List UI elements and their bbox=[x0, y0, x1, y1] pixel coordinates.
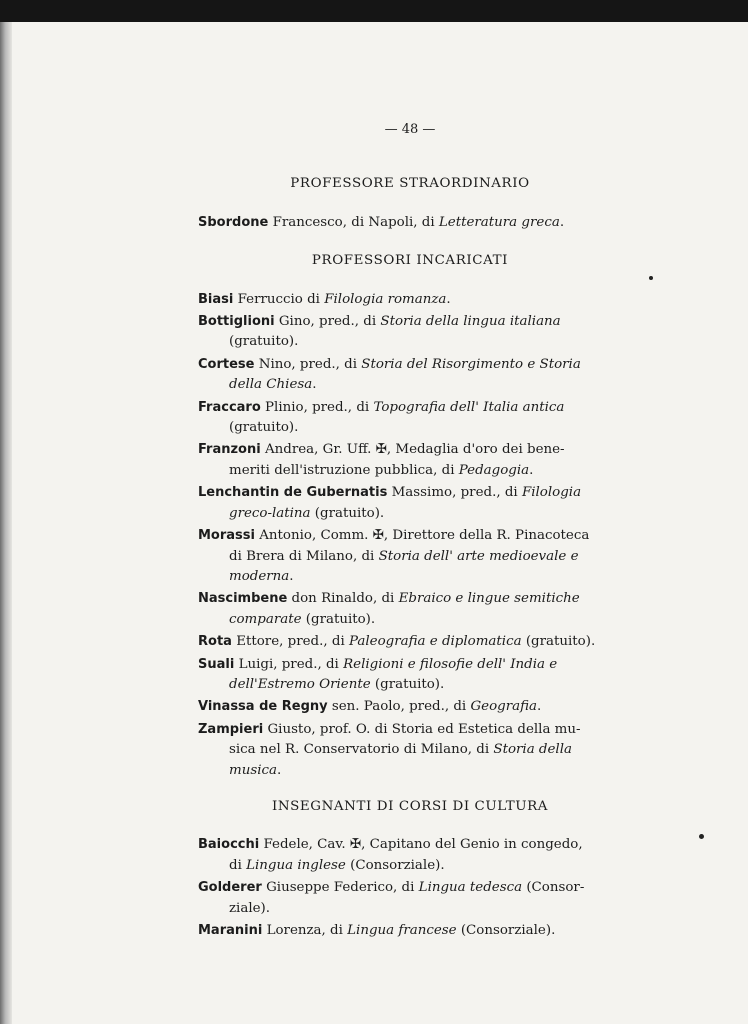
entry-tail: . bbox=[537, 699, 542, 715]
entry-subject: Storia della lingua italiana bbox=[380, 314, 561, 330]
entry-name: Zampieri bbox=[198, 721, 264, 737]
entry-cont2-subject: moderna bbox=[229, 568, 290, 584]
entry-name: Nascimbene bbox=[198, 591, 288, 607]
entry-text: Giusto, prof. O. di Storia ed Estetica della mu- bbox=[263, 721, 581, 737]
entry-cont: meriti dell'istruzione pubblica, di bbox=[229, 462, 459, 478]
entry-subject: Storia del Risorgimento e Storia bbox=[361, 356, 581, 372]
entry-tail: (Consor- bbox=[522, 880, 585, 896]
entry-text: Andrea, Gr. Uff. ✠, Medaglia d'oro dei bene- bbox=[260, 442, 565, 458]
entry-name: Baiocchi bbox=[198, 837, 260, 853]
entry-text: Nino, pred., di bbox=[254, 356, 362, 372]
entry-golderer bbox=[198, 878, 622, 919]
entry-lenchantin bbox=[198, 483, 622, 524]
entry-subject: Topografia dell' Italia antica bbox=[373, 399, 565, 415]
entry-cont: di bbox=[229, 857, 247, 873]
entry-name: Biasi bbox=[198, 291, 234, 307]
entry-cont-subject: comparate bbox=[229, 611, 302, 627]
entry-cortese bbox=[198, 355, 622, 396]
entry-name: Rota bbox=[198, 634, 232, 650]
entry-baiocchi bbox=[198, 835, 622, 876]
entry-cont: (gratuito). bbox=[370, 676, 445, 692]
entry-cont-subject: Storia della bbox=[493, 742, 572, 758]
entry-text: Fedele, Cav. ✠, Capitano del Genio in congedo, bbox=[259, 837, 583, 853]
entry-subject: Filologia romanza bbox=[324, 291, 447, 307]
entry-text: Gino, pred., di bbox=[274, 314, 381, 330]
entry-text: Antonio, Comm. ✠, Direttore della R. Pinacoteca bbox=[254, 528, 590, 544]
entry-text: Ferruccio di bbox=[233, 291, 325, 307]
entry-vinassa bbox=[198, 697, 622, 717]
entry-subject: Lingua tedesca bbox=[418, 880, 523, 896]
entry-subject: Filologia bbox=[521, 485, 582, 501]
entry-cont-subject: Lingua inglese bbox=[246, 857, 346, 873]
document-page bbox=[198, 120, 622, 941]
entry-tail: (gratuito). bbox=[521, 634, 596, 650]
entry-subject: Letteratura greca bbox=[438, 214, 560, 230]
entry-name: Bottiglioni bbox=[198, 314, 275, 330]
entry-name: Cortese bbox=[198, 356, 255, 372]
entry-biasi bbox=[198, 290, 622, 310]
heading-professori-incaricati: PROFESSORI INCARICATI bbox=[311, 253, 509, 269]
heading-insegnanti-corsi-cultura: INSEGNANTI DI CORSI DI CULTURA bbox=[271, 798, 549, 814]
ink-speck bbox=[699, 834, 704, 839]
entry-cont: (gratuito). bbox=[229, 334, 299, 350]
entry-sbordone bbox=[198, 213, 622, 233]
entry-name: Sbordone bbox=[198, 214, 269, 230]
entry-name: Golderer bbox=[198, 880, 262, 896]
entry-text: Francesco, di Napoli, di bbox=[268, 214, 439, 230]
entry-cont-subject: Pedagogia bbox=[458, 462, 530, 478]
ink-speck bbox=[649, 276, 653, 280]
entry-cont: ziale). bbox=[229, 900, 271, 916]
entry-cont: (gratuito). bbox=[301, 611, 376, 627]
entry-name: Morassi bbox=[198, 528, 255, 544]
entry-subject: Religioni e filosofie dell' India e bbox=[343, 656, 558, 672]
entry-cont-subject: greco-latina bbox=[229, 505, 311, 521]
entry-name: Franzoni bbox=[198, 442, 261, 458]
entry-name: Lenchantin de Gubernatis bbox=[198, 485, 388, 501]
entry-suali bbox=[198, 655, 622, 696]
entry-tail: . bbox=[559, 214, 565, 230]
entry-cont2: . bbox=[289, 568, 294, 584]
scan-top-border bbox=[0, 0, 748, 22]
entry-subject: Ebraico e lingue semitiche bbox=[398, 591, 580, 607]
entry-text: don Rinaldo, di bbox=[287, 591, 399, 607]
page-number: — 48 — bbox=[384, 122, 436, 137]
entry-cont: di Brera di Milano, di bbox=[229, 548, 379, 564]
entry-fraccaro bbox=[198, 398, 622, 439]
entry-cont-tail: . bbox=[529, 462, 534, 478]
entry-rota bbox=[198, 632, 622, 652]
entry-cont-tail: (Consorziale). bbox=[345, 857, 445, 873]
entry-subject: Paleografia e diplomatica bbox=[348, 634, 522, 650]
entry-cont: sica nel R. Conservatorio di Milano, di bbox=[229, 742, 494, 758]
entry-cont2-subject: musica bbox=[229, 762, 277, 778]
entry-name: Fraccaro bbox=[198, 399, 261, 415]
entry-franzoni bbox=[198, 440, 622, 481]
entry-cont-subject: della Chiesa bbox=[229, 377, 313, 393]
heading-professore-straordinario: PROFESSORE STRAORDINARIO bbox=[290, 176, 530, 192]
entry-cont-subject: dell'Estremo Oriente bbox=[229, 676, 371, 692]
entry-name: Maranini bbox=[198, 923, 263, 938]
entry-text: Massimo, pred., di bbox=[387, 485, 522, 501]
entry-text: sen. Paolo, pred., di bbox=[327, 699, 471, 715]
entry-text: Lorenza, di bbox=[262, 923, 348, 938]
entry-text: Ettore, pred., di bbox=[231, 634, 349, 650]
entry-cont: (gratuito). bbox=[310, 505, 385, 521]
entry-morassi bbox=[198, 526, 622, 587]
entry-maranini bbox=[198, 921, 622, 941]
scan-binding-edge bbox=[0, 22, 12, 1024]
entry-text: Plinio, pred., di bbox=[260, 399, 374, 415]
entry-name: Vinassa de Regny bbox=[198, 699, 328, 715]
entry-text: Giuseppe Federico, di bbox=[261, 880, 419, 896]
entry-tail: . bbox=[446, 291, 451, 307]
entry-cont: . bbox=[312, 377, 317, 393]
entry-subject: Geografia bbox=[470, 699, 538, 715]
entry-cont2: . bbox=[276, 762, 282, 778]
entry-cont: (gratuito). bbox=[229, 420, 299, 436]
entry-tail: (Consorziale). bbox=[456, 923, 556, 938]
entry-bottiglioni bbox=[198, 312, 622, 353]
entry-name: Suali bbox=[198, 656, 235, 672]
entry-nascimbene bbox=[198, 589, 622, 630]
entry-cont-subject: Storia dell' arte medioevale e bbox=[378, 548, 579, 564]
entry-subject: Lingua francese bbox=[347, 923, 457, 938]
entry-zampieri bbox=[198, 720, 622, 781]
entry-text: Luigi, pred., di bbox=[234, 656, 344, 672]
